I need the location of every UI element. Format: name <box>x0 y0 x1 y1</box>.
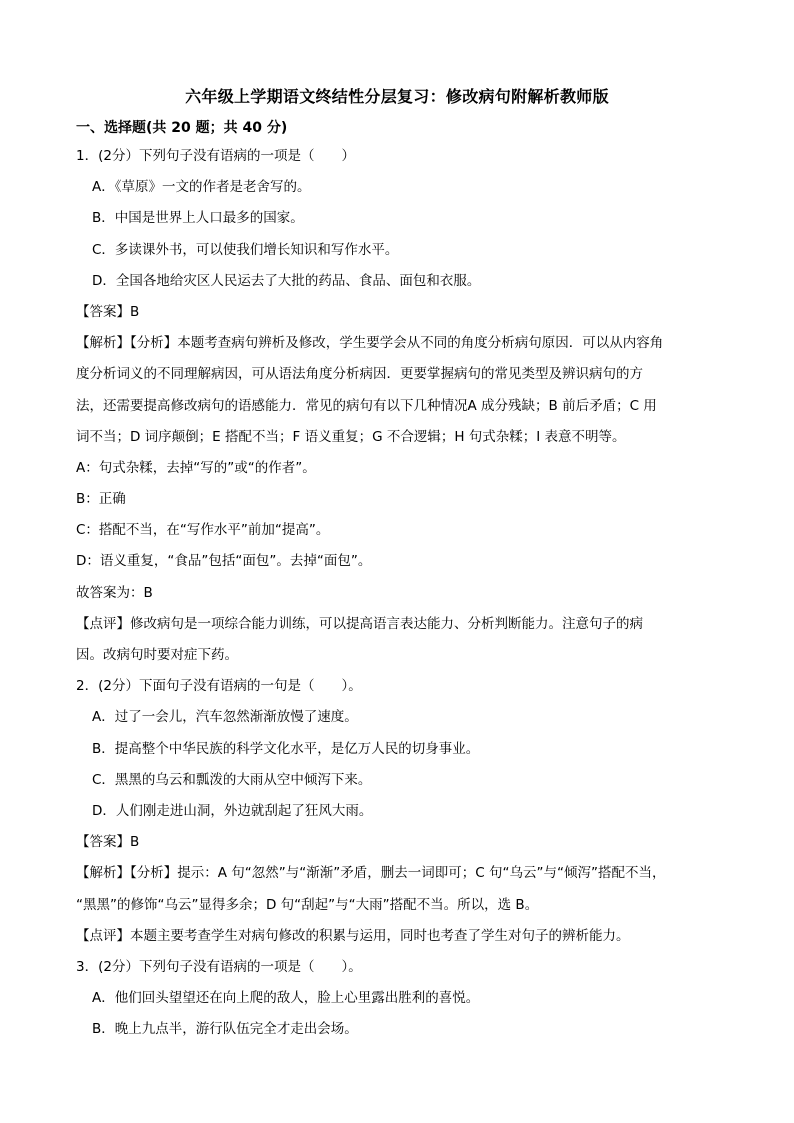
text-line: 故答案为：B <box>76 584 153 601</box>
text-line: 度分析词义的不同理解病因，可从语法角度分析病因．更要掌握病句的常见类型及辨识病句的方 <box>76 366 643 383</box>
text-line: 【解析】【分析】提示：A 句“忽然”与“渐渐”矛盾，删去一词即可；C 句“乌云”与“倾泻”搭配不当， <box>76 865 666 882</box>
section-heading: 一、选择题(共 20 题；共 40 分) <box>76 120 288 136</box>
text-line: 【点评】修改病句是一项综合能力训练，可以提高语言表达能力、分析判断能力。注意句子的病 <box>76 615 643 632</box>
text-line: 法，还需要提高修改病句的语感能力．常见的病句有以下几种情况A 成分残缺；B 前后矛盾；C 用 <box>76 397 657 414</box>
text-line: B．晚上九点半，游行队伍完全才走出会场。 <box>92 1021 358 1038</box>
text-line: B：正确 <box>76 491 126 508</box>
page-title: 六年级上学期语文终结性分层复习：修改病句附解析教师版 <box>185 87 609 106</box>
text-line: 词不当；D 词序颠倒；E 搭配不当；F 语义重复；G 不合逻辑；H 句式杂糅；I 表意不明等。 <box>76 428 626 445</box>
text-line: B．提高整个中华民族的科学文化水平，是亿万人民的切身事业。 <box>92 740 480 757</box>
text-line: A．《草原》一文的作者是老舍写的。 <box>92 179 311 196</box>
text-line: A．过了一会儿，汽车忽然渐渐放慢了速度。 <box>92 709 358 726</box>
text-line: A：句式杂糅，去掉“写的”或“的作者”。 <box>76 459 316 476</box>
text-line: 【解析】【分析】本题考查病句辨析及修改，学生要学会从不同的角度分析病句原因．可以从内容角 <box>76 335 664 352</box>
text-line: C．多读课外书，可以使我们增长知识和写作水平。 <box>92 241 399 258</box>
text-line: 因。改病句时要对症下药。 <box>76 647 238 663</box>
text-line: 【答案】B <box>76 834 140 851</box>
text-line: C．黑黑的乌云和瓢泼的大雨从空中倾泻下来。 <box>92 771 372 788</box>
text-line: D．人们刚走进山洞，外边就刮起了狂风大雨。 <box>92 802 373 819</box>
text-line: A．他们回头望望还在向上爬的敌人，脸上心里露出胜利的喜悦。 <box>92 990 480 1007</box>
text-line: B．中国是世界上人口最多的国家。 <box>92 210 304 227</box>
text-line: 【点评】本题主要考查学生对病句修改的积累与运用，同时也考查了学生对句子的辨析能力。 <box>76 927 630 944</box>
text-line: 3．(2分）下列句子没有语病的一项是（ ）。 <box>76 958 362 975</box>
text-line: “黑黑”的修饰“乌云”显得多余；D 句“刮起”与“大雨”搭配不当。所以，选 B。 <box>76 896 539 913</box>
text-line: 1．(2分）下列句子没有语病的一项是（ ） <box>76 148 355 164</box>
text-line: 【答案】B <box>76 303 140 320</box>
text-line: 2．(2分）下面句子没有语病的一句是（ ）。 <box>76 678 362 695</box>
document-body <box>76 141 726 1045</box>
text-line: C：搭配不当，在“写作水平”前加“提高”。 <box>76 522 330 539</box>
text-line: D：语义重复，“食品”包括“面包”。去掉“面包”。 <box>76 553 372 570</box>
text-line: D．全国各地给灾区人民运去了大批的药品、食品、面包和衣服。 <box>92 272 481 289</box>
